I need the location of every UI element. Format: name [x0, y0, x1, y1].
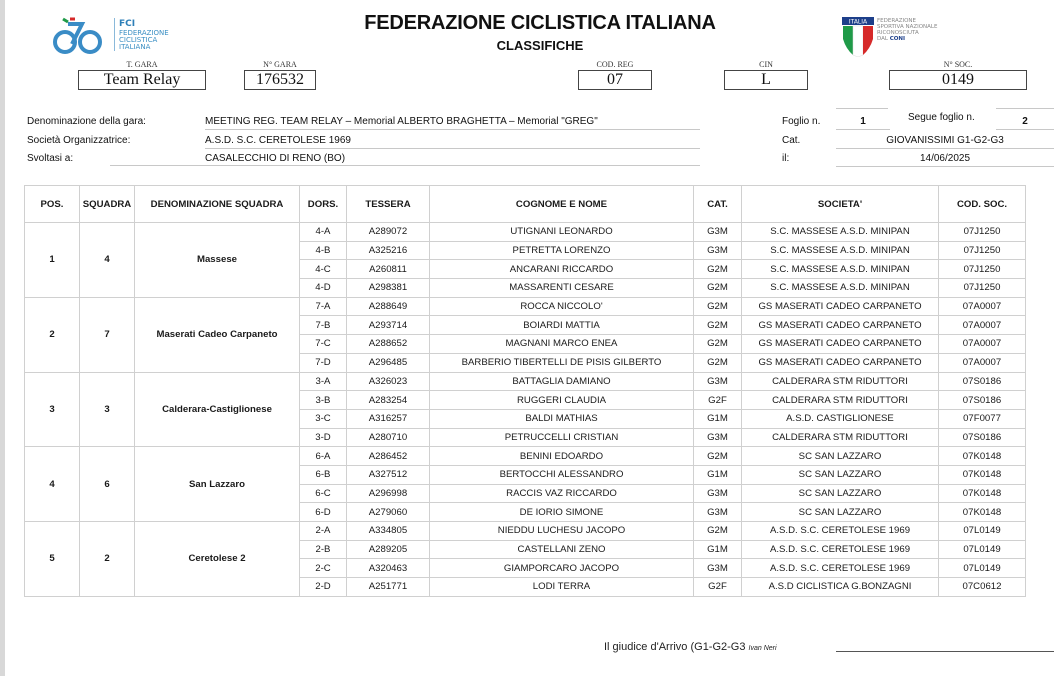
svoltasi-label: Svoltasi a: — [27, 153, 74, 164]
svoltasi-value: CASALECCHIO DI RENO (BO) — [110, 153, 700, 166]
n-soc-field: 0149 — [889, 70, 1027, 90]
club-code: 07K0148 — [939, 465, 1026, 484]
license-number: A288652 — [347, 335, 430, 354]
club-name: A.S.D. S.C. CERETOLESE 1969 — [742, 559, 939, 578]
license-number: A280710 — [347, 428, 430, 447]
table-row — [25, 522, 1026, 541]
license-number: A293714 — [347, 316, 430, 335]
table-row — [25, 447, 1026, 466]
license-number: A260811 — [347, 260, 430, 279]
club-name: S.C. MASSESE A.S.D. MINIPAN — [742, 223, 939, 242]
cin-field: L — [724, 70, 808, 90]
bib-number: 6-A — [300, 447, 347, 466]
club-name: GS MASERATI CADEO CARPANETO — [742, 316, 939, 335]
team-number: 2 — [80, 522, 135, 597]
license-number: A326023 — [347, 372, 430, 391]
club-code: 07A0007 — [939, 297, 1026, 316]
club-name: S.C. MASSESE A.S.D. MINIPAN — [742, 279, 939, 298]
team-position: 2 — [25, 297, 80, 372]
club-code: 07S0186 — [939, 391, 1026, 410]
signature-line — [836, 651, 1054, 652]
rider-category: G2M — [694, 297, 742, 316]
club-code: 07L0149 — [939, 522, 1026, 541]
license-number: A289205 — [347, 540, 430, 559]
license-number: A320463 — [347, 559, 430, 578]
rider-name: MAGNANI MARCO ENEA — [430, 335, 694, 354]
rider-category: G3M — [694, 241, 742, 260]
club-name: CALDERARA STM RIDUTTORI — [742, 428, 939, 447]
bib-number: 3-D — [300, 428, 347, 447]
club-code: 07J1250 — [939, 241, 1026, 260]
club-code: 07A0007 — [939, 335, 1026, 354]
coni-line4-bold: CONI — [889, 36, 906, 42]
n-soc-label: N° SOC. — [943, 60, 973, 69]
club-name: GS MASERATI CADEO CARPANETO — [742, 335, 939, 354]
coni-line1: FEDERAZIONE — [877, 18, 917, 24]
club-name: CALDERARA STM RIDUTTORI — [742, 372, 939, 391]
rider-name: NIEDDU LUCHESU JACOPO — [430, 522, 694, 541]
team-name: Calderara-Castiglionese — [135, 372, 300, 447]
club-code: 07K0148 — [939, 484, 1026, 503]
bib-number: 6-C — [300, 484, 347, 503]
bib-number: 4-D — [300, 279, 347, 298]
page-left-edge — [0, 0, 5, 676]
club-name: CALDERARA STM RIDUTTORI — [742, 391, 939, 410]
license-number: A288649 — [347, 297, 430, 316]
cat-value: GIOVANISSIMI G1-G2-G3 — [836, 135, 1054, 149]
judge-name: Ivan Neri — [748, 645, 777, 652]
club-name: A.S.D. CASTIGLIONESE — [742, 409, 939, 428]
bib-number: 4-C — [300, 260, 347, 279]
page-subtitle: CLASSIFICHE — [496, 38, 584, 53]
foglio-topline — [836, 108, 888, 109]
license-number: A298381 — [347, 279, 430, 298]
club-name: GS MASERATI CADEO CARPANETO — [742, 297, 939, 316]
coni-line3: RICONOSCIUTA — [877, 30, 919, 36]
club-name: SC SAN LAZZARO — [742, 484, 939, 503]
header-cod-soc: COD. SOC. — [939, 186, 1026, 223]
judge-label: Il giudice d'Arrivo (G1-G2-G3 — [604, 641, 746, 653]
header-cat: CAT. — [694, 186, 742, 223]
bib-number: 7-C — [300, 335, 347, 354]
rider-category: G2M — [694, 316, 742, 335]
table-body — [25, 223, 1026, 597]
rider-name: BERTOCCHI ALESSANDRO — [430, 465, 694, 484]
club-code: 07S0186 — [939, 372, 1026, 391]
table-row — [25, 372, 1026, 391]
table-header-row — [25, 186, 1026, 223]
header-societa: SOCIETA' — [742, 186, 939, 223]
license-number: A316257 — [347, 409, 430, 428]
rider-name: DE IORIO SIMONE — [430, 503, 694, 522]
segue-label: Segue foglio n. — [908, 112, 975, 123]
societa-value: A.S.D. S.C. CERETOLESE 1969 — [205, 135, 700, 149]
coni-line4-prefix: DAL — [877, 36, 888, 42]
bib-number: 2-C — [300, 559, 347, 578]
rider-category: G2M — [694, 522, 742, 541]
rider-category: G3M — [694, 503, 742, 522]
team-number: 3 — [80, 372, 135, 447]
rider-name: ROCCA NICCOLO' — [430, 297, 694, 316]
club-name: SC SAN LAZZARO — [742, 447, 939, 466]
n-gara-label: N° GARA — [263, 60, 297, 69]
club-code: 07K0148 — [939, 503, 1026, 522]
rider-category: G2F — [694, 578, 742, 597]
italia-badge-text: ITALIA — [848, 18, 868, 26]
rider-name: BALDI MATHIAS — [430, 409, 694, 428]
club-code: 07C0612 — [939, 578, 1026, 597]
fci-logo-text — [114, 18, 169, 51]
fci-abbr: FCI — [119, 19, 136, 29]
club-name: A.S.D. S.C. CERETOLESE 1969 — [742, 522, 939, 541]
bib-number: 4-A — [300, 223, 347, 242]
segue-topline — [996, 108, 1054, 109]
fci-line2: CICLISTICA — [119, 36, 158, 44]
rider-name: BATTAGLIA DAMIANO — [430, 372, 694, 391]
societa-label: Società Organizzatrice: — [27, 135, 131, 146]
rider-category: G1M — [694, 465, 742, 484]
club-code: 07A0007 — [939, 316, 1026, 335]
rider-category: G2F — [694, 391, 742, 410]
header-tessera: TESSERA — [347, 186, 430, 223]
team-name: San Lazzaro — [135, 447, 300, 522]
bib-number: 2-B — [300, 540, 347, 559]
bib-number: 6-D — [300, 503, 347, 522]
club-code: 07A0007 — [939, 353, 1026, 372]
bib-number: 2-A — [300, 522, 347, 541]
bib-number: 3-B — [300, 391, 347, 410]
club-code: 07L0149 — [939, 559, 1026, 578]
il-label: il: — [782, 153, 790, 164]
club-name: S.C. MASSESE A.S.D. MINIPAN — [742, 241, 939, 260]
foglio-label: Foglio n. — [782, 116, 821, 127]
t-gara-field: Team Relay — [78, 70, 206, 90]
club-name: S.C. MASSESE A.S.D. MINIPAN — [742, 260, 939, 279]
denominazione-label: Denominazione della gara: — [27, 116, 146, 127]
club-code: 07J1250 — [939, 260, 1026, 279]
bib-number: 7-B — [300, 316, 347, 335]
rider-category: G2M — [694, 279, 742, 298]
club-name: A.S.D CICLISTICA G.BONZAGNI — [742, 578, 939, 597]
club-name: GS MASERATI CADEO CARPANETO — [742, 353, 939, 372]
rider-category: G3M — [694, 428, 742, 447]
t-gara-label: T. GARA — [126, 60, 158, 69]
rider-name: GIAMPORCARO JACOPO — [430, 559, 694, 578]
coni-logo-text — [877, 18, 937, 42]
rider-category: G2M — [694, 335, 742, 354]
bib-number: 3-A — [300, 372, 347, 391]
license-number: A325216 — [347, 241, 430, 260]
club-code: 07S0186 — [939, 428, 1026, 447]
segue-value: 2 — [996, 116, 1054, 130]
team-position: 4 — [25, 447, 80, 522]
rider-name: MASSARENTI CESARE — [430, 279, 694, 298]
team-position: 3 — [25, 372, 80, 447]
license-number: A251771 — [347, 578, 430, 597]
fci-bicycle-icon — [52, 14, 112, 58]
license-number: A296998 — [347, 484, 430, 503]
rider-category: G3M — [694, 484, 742, 503]
club-name: SC SAN LAZZARO — [742, 465, 939, 484]
license-number: A286452 — [347, 447, 430, 466]
license-number: A296485 — [347, 353, 430, 372]
denominazione-value: MEETING REG. TEAM RELAY – Memorial ALBERTO BRAGHETTA – Memorial "GREG" — [205, 116, 700, 130]
rider-category: G2M — [694, 353, 742, 372]
bib-number: 6-B — [300, 465, 347, 484]
table-row — [25, 297, 1026, 316]
club-code: 07J1250 — [939, 279, 1026, 298]
cat-label: Cat. — [782, 135, 801, 146]
header-dors: DORS. — [300, 186, 347, 223]
rider-name: ANCARANI RICCARDO — [430, 260, 694, 279]
rider-category: G3M — [694, 559, 742, 578]
rider-category: G1M — [694, 540, 742, 559]
club-name: SC SAN LAZZARO — [742, 503, 939, 522]
rider-name: PETRUCCELLI CRISTIAN — [430, 428, 694, 447]
rider-name: BARBERIO TIBERTELLI DE PISIS GILBERTO — [430, 353, 694, 372]
cod-reg-label: COD. REG — [596, 60, 634, 69]
club-code: 07K0148 — [939, 447, 1026, 466]
fci-line1: FEDERAZIONE — [119, 29, 169, 37]
rider-name: BOIARDI MATTIA — [430, 316, 694, 335]
rider-name: CASTELLANI ZENO — [430, 540, 694, 559]
team-name: Ceretolese 2 — [135, 522, 300, 597]
n-gara-field: 176532 — [244, 70, 316, 90]
bib-number: 4-B — [300, 241, 347, 260]
rider-category: G2M — [694, 260, 742, 279]
header-denominazione-squadra: DENOMINAZIONE SQUADRA — [135, 186, 300, 223]
bib-number: 2-D — [300, 578, 347, 597]
rider-category: G1M — [694, 409, 742, 428]
header-squadra: SQUADRA — [80, 186, 135, 223]
license-number: A334805 — [347, 522, 430, 541]
rider-category: G2M — [694, 447, 742, 466]
club-code: 07L0149 — [939, 540, 1026, 559]
results-table — [24, 185, 1026, 597]
license-number: A289072 — [347, 223, 430, 242]
rider-name: RUGGERI CLAUDIA — [430, 391, 694, 410]
bib-number: 3-C — [300, 409, 347, 428]
team-number: 4 — [80, 223, 135, 298]
rider-name: BENINI EDOARDO — [430, 447, 694, 466]
team-name: Maserati Cadeo Carpaneto — [135, 297, 300, 372]
club-code: 07F0077 — [939, 409, 1026, 428]
rider-name: UTIGNANI LEONARDO — [430, 223, 694, 242]
team-number: 6 — [80, 447, 135, 522]
header-cognome-nome: COGNOME E NOME — [430, 186, 694, 223]
license-number: A327512 — [347, 465, 430, 484]
license-number: A283254 — [347, 391, 430, 410]
page-title: FEDERAZIONE CICLISTICA ITALIANA — [364, 12, 716, 34]
bib-number: 7-A — [300, 297, 347, 316]
fci-line3: ITALIANA — [119, 43, 151, 51]
judge-signature-label — [604, 641, 777, 653]
rider-name: LODI TERRA — [430, 578, 694, 597]
italia-shield-icon — [842, 17, 876, 57]
rider-name: PETRETTA LORENZO — [430, 241, 694, 260]
foglio-value: 1 — [836, 116, 890, 130]
club-name: A.S.D. S.C. CERETOLESE 1969 — [742, 540, 939, 559]
rider-name: RACCIS VAZ RICCARDO — [430, 484, 694, 503]
cod-reg-field: 07 — [578, 70, 652, 90]
cin-label: CIN — [759, 60, 773, 69]
team-number: 7 — [80, 297, 135, 372]
coni-line2: SPORTIVA NAZIONALE — [877, 24, 938, 30]
rider-category: G3M — [694, 223, 742, 242]
club-code: 07J1250 — [939, 223, 1026, 242]
team-name: Massese — [135, 223, 300, 298]
team-position: 1 — [25, 223, 80, 298]
table-row — [25, 223, 1026, 242]
date-value: 14/06/2025 — [836, 153, 1054, 167]
header-pos: POS. — [25, 186, 80, 223]
rider-category: G3M — [694, 372, 742, 391]
team-position: 5 — [25, 522, 80, 597]
license-number: A279060 — [347, 503, 430, 522]
bib-number: 7-D — [300, 353, 347, 372]
